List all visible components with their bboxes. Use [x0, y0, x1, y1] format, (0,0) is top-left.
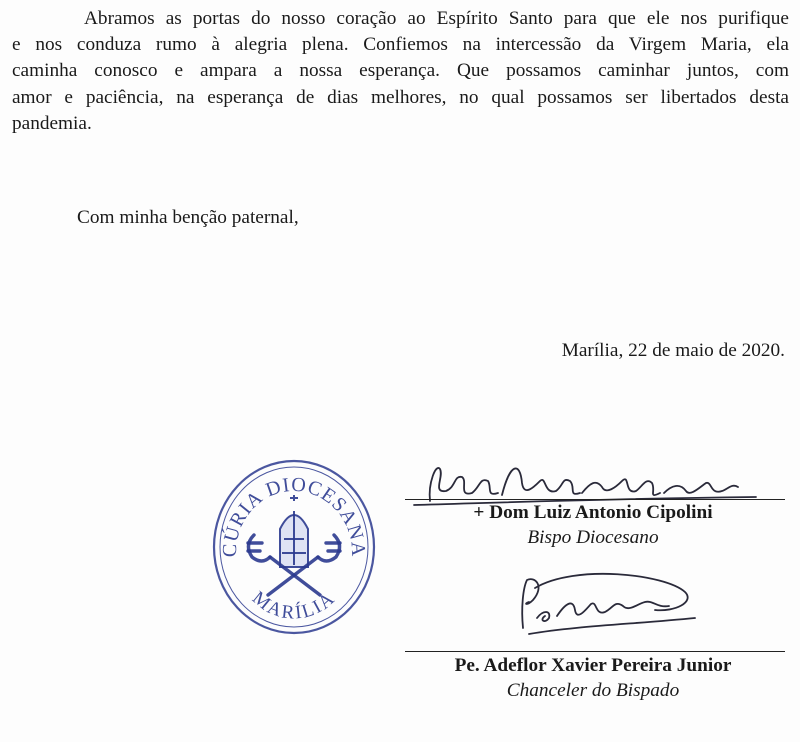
chancellor-handwritten-signature [505, 568, 705, 648]
seal-top-text: CÚRIA DIOCESANA [218, 473, 370, 558]
mitre-icon [280, 495, 308, 567]
letter-body-line: pandemia. [12, 112, 92, 134]
signature-line [405, 651, 785, 652]
letter-body-line: e nos conduza rumo à alegria plena. Confiemos na intercessão da Virgem Maria, ela [12, 34, 789, 56]
seal-bottom-text: MARÍLIA [248, 587, 340, 624]
bishop-name: + Dom Luiz Antonio Cipolini [473, 502, 713, 523]
diocesan-seal-stamp [210, 457, 378, 637]
closing-salutation: Com minha benção paternal, [77, 207, 299, 228]
svg-text:MARÍLIA [248, 587, 340, 623]
letter-body-paragraph [12, 6, 789, 137]
place-and-date: Marília, 22 de maio de 2020. [561, 340, 785, 361]
bishop-role: Bispo Diocesano [527, 527, 659, 548]
letter-body-line: amor e paciência, na esperança de dias melhores, no qual possamos ser libertados desta [12, 86, 789, 108]
letter-body-line: caminha conosco e ampara a nossa esperança. Que possamos caminhar juntos, com [12, 60, 789, 82]
chancellor-signature-block [403, 653, 783, 703]
chancellor-role: Chanceler do Bispado [506, 680, 680, 701]
bishop-signature-block [403, 500, 783, 550]
chancellor-name: Pe. Adeflor Xavier Pereira Junior [454, 655, 732, 676]
letter-body-line: Abramos as portas do nosso coração ao Espírito Santo para que ele nos purifique [84, 8, 789, 29]
